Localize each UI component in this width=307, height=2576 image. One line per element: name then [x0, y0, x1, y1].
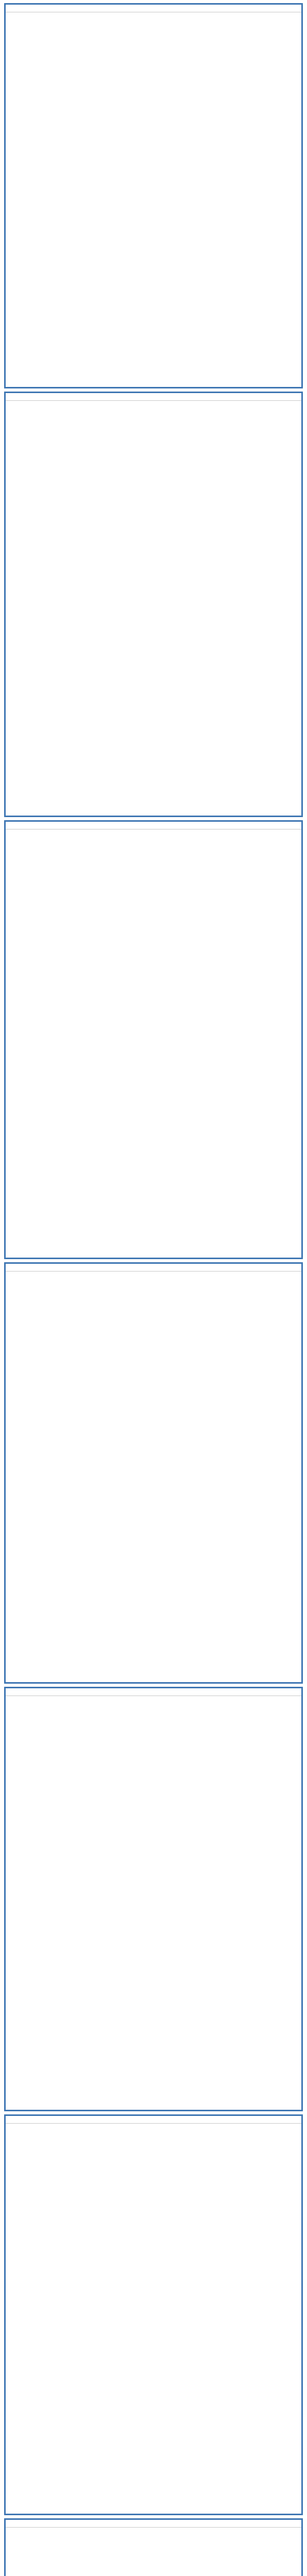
page-header [6, 1264, 301, 1272]
page-body [6, 1696, 301, 1702]
page-body [6, 401, 301, 407]
page-body [6, 12, 301, 20]
page-header [6, 5, 301, 12]
page-header [6, 1688, 301, 1696]
page [4, 1687, 303, 2111]
page-body [6, 2124, 301, 2131]
page [4, 392, 303, 817]
page [4, 3, 303, 388]
page-header [6, 2520, 301, 2528]
page-body [6, 2528, 301, 2535]
page-header [6, 2116, 301, 2124]
page [4, 1262, 303, 1684]
page [4, 2518, 303, 2576]
page-body [6, 829, 301, 837]
page [4, 2114, 303, 2515]
page-header [6, 393, 301, 401]
page-header [6, 822, 301, 829]
page [4, 820, 303, 1259]
page-body [6, 1272, 301, 1279]
